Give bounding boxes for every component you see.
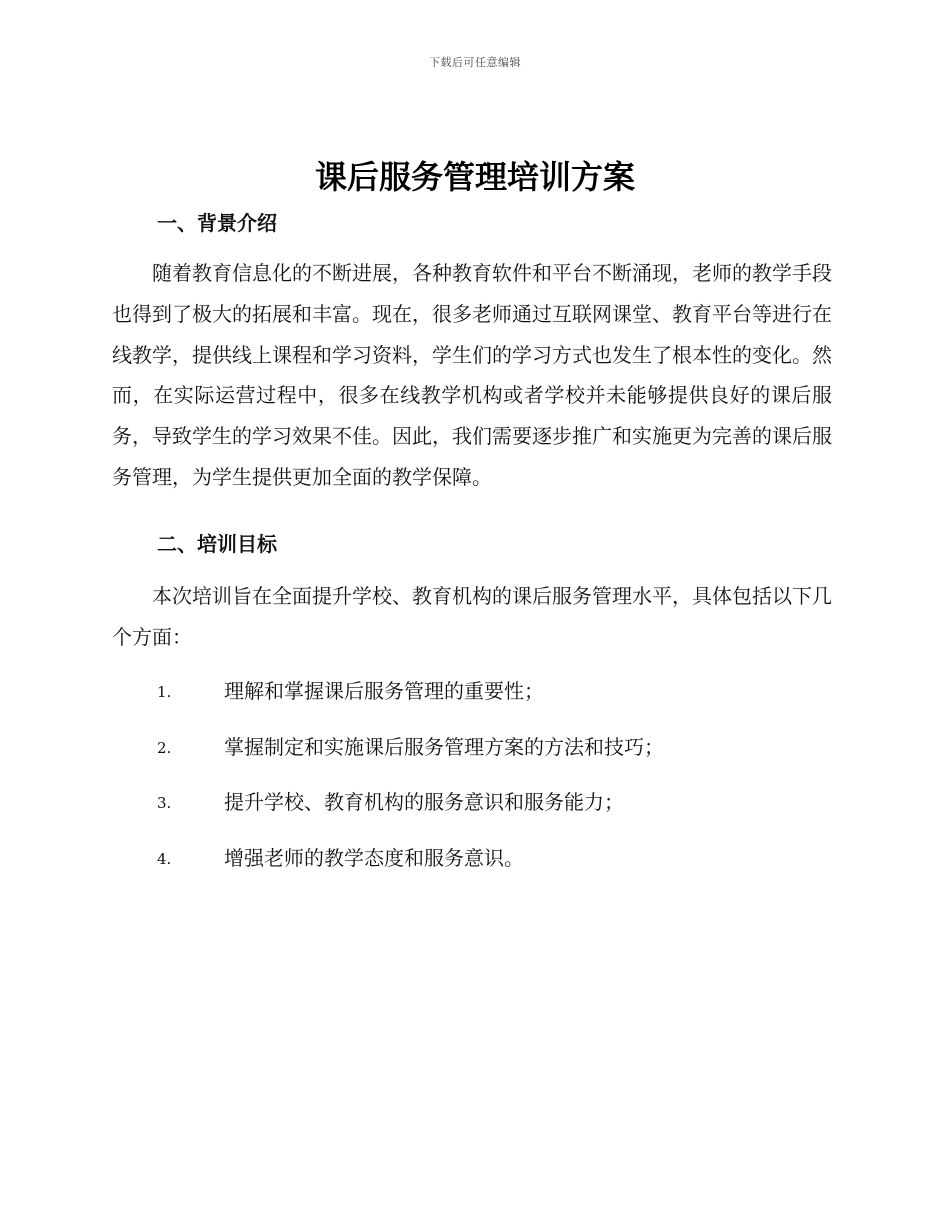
goals-intro-paragraph: 本次培训旨在全面提升学校、教育机构的课后服务管理水平，具体包括以下几个方面：: [112, 584, 832, 649]
list-item-text: 增强老师的教学态度和服务意识。: [224, 845, 524, 870]
list-item-number: 2.: [157, 738, 172, 757]
header-note: 下载后可任意编辑: [429, 56, 521, 69]
background-paragraph: 随着教育信息化的不断进展，各种教育软件和平台不断涌现，老师的教学手段也得到了极大的拓展和丰富。现在，很多老师通过互联网课堂、教育平台等进行在线教学，提供线上课程和学习资料，学生们的学习方式也发生了根本性的变化。然而，在实际运营过程中，很多在线教学机构或者学校并未能够提供良好的课后服务，导致学生的学习效果不佳。因此，我们需要逐步推广和实施更为完善的课后服务管理，为学生提供更加全面的教学保障。: [112, 261, 832, 489]
goals-list: [0, 671, 950, 893]
list-item: [0, 727, 950, 783]
list-item-number: 3.: [157, 794, 172, 812]
list-item-number: 4.: [157, 849, 172, 868]
section-heading-background: 一、背景介绍: [157, 211, 277, 235]
list-item-text: 掌握制定和实施课后服务管理方案的方法和技巧；: [224, 734, 664, 759]
section-heading-goals: 二、培训目标: [157, 532, 277, 556]
list-item-text: 提升学校、教育机构的服务意识和服务能力；: [224, 790, 624, 814]
list-item-text: 理解和掌握课后服务管理的重要性；: [224, 679, 544, 703]
list-item: [0, 782, 950, 838]
list-item: [0, 838, 950, 894]
list-item: [0, 671, 950, 727]
list-item-number: 1.: [157, 683, 172, 701]
document-title: 课后服务管理培训方案: [314, 158, 635, 196]
